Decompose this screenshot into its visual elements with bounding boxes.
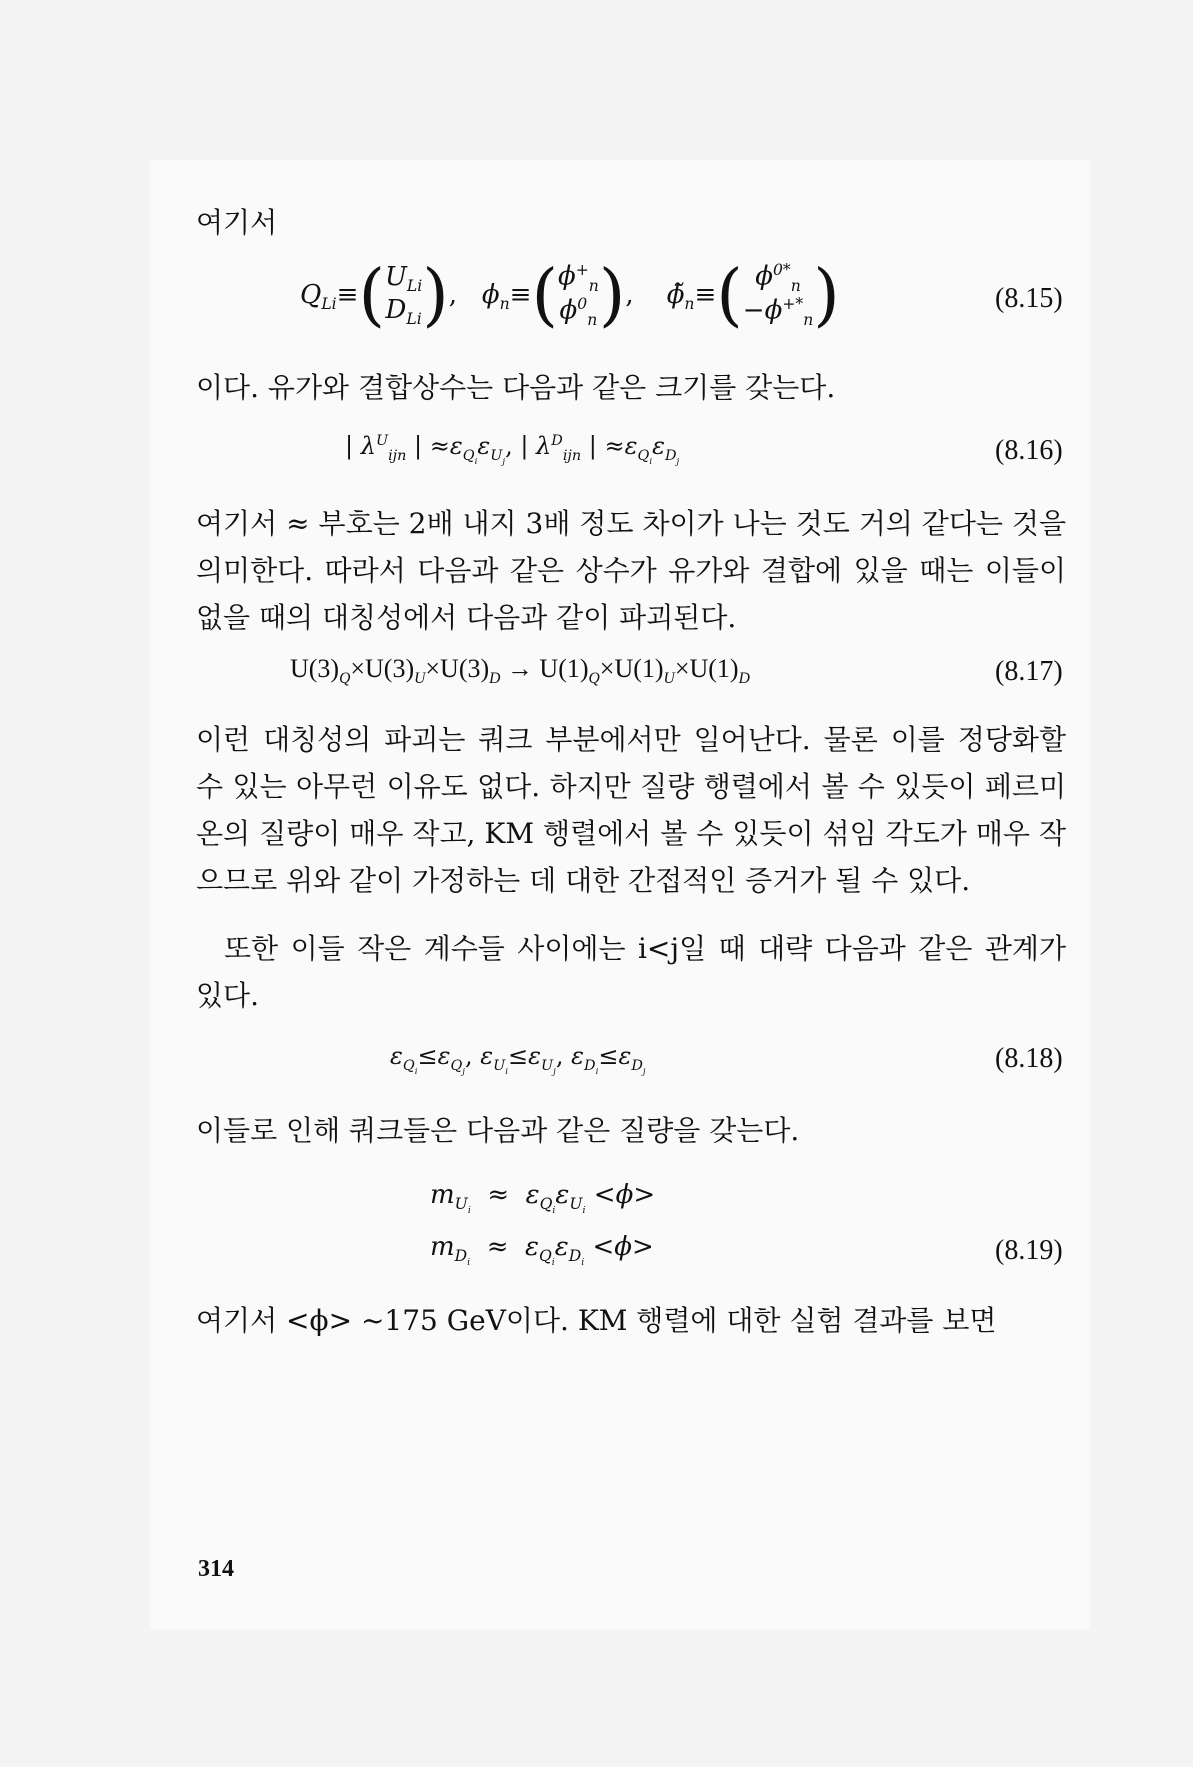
equation-number: (8.19) <box>995 1235 1063 1266</box>
paragraph: 또한 이들 작은 계수들 사이에는 i<j일 때 대략 다음과 같은 관계가 있다. <box>196 932 1066 1012</box>
text-line: 여기서 <box>196 206 278 239</box>
equation-number: (8.18) <box>995 1043 1063 1074</box>
equation-8-19-line1: $m_{U_i} \approx \varepsilon_{Q_i}\varepsilon_{U_i} <\phi>$ <box>430 1180 656 1217</box>
equation-8-17: $U(3)_Q\times U(3)_U\times U(3)_D \to U(1)_Q\times U(1)_U\times U(1)_D$ <box>290 654 750 688</box>
paragraph: 이런 대칭성의 파괴는 쿼크 부분에서만 일어난다. 물론 이를 정당화할 수 있는 아무런 이유도 없다. 하지만 질량 행렬에서 볼 수 있듯이 페르미온의 질량이 매우 작고, KM 행렬에서 볼 수 있듯이 섞임 각도가 매우 작으므로 위와 같이 가정하는 데 대한 간접적인 증거가 될 수 있다. <box>196 723 1066 897</box>
text-line: 이들로 인해 쿼크들은 다음과 같은 질량을 갖는다. <box>196 1114 800 1147</box>
paragraph: 여기서 ≈ 부호는 2배 내지 3배 정도 차이가 나는 것도 거의 같다는 것을 의미한다. 따라서 다음과 같은 상수가 유가와 결합에 있을 때는 이들이 없을 때의 대칭성에서 다음과 같이 파괴된다. <box>196 507 1066 634</box>
page-number: 314 <box>198 1556 234 1582</box>
equation-8-19-line2: $m_{D_i} \approx \varepsilon_{Q_i}\varepsilon_{D_i} <\phi>$ <box>430 1232 654 1269</box>
equation-8-18: $\varepsilon_{Q_i}\le\varepsilon_{Q_j}$, $\varepsilon_{U_i}\le\varepsilon_{U_j}$, $\varepsilon_{D_i}\le\varepsilon_{D_j}$ <box>390 1042 646 1077</box>
equation-number: (8.16) <box>995 435 1063 466</box>
text-line: 여기서 <ϕ> ~175 GeV이다. KM 행렬에 대한 실험 결과를 보면 <box>196 1304 997 1337</box>
text-line: 이다. 유가와 결합상수는 다음과 같은 크기를 갖는다. <box>196 371 836 404</box>
equation-8-16: | $\lambda^U_{ijn}$ | $\approx\varepsilon_{Q_i}\varepsilon_{U_j}$, | $\lambda^D_{ijn}$ | $\approx\varepsilon_{Q_i}\varepsilon_{D_j}$ <box>345 432 680 467</box>
equation-number: (8.15) <box>995 283 1063 314</box>
equation-8-15: $Q_{Li}\equiv$( $U_{Li}$ $D_{Li}$ ), $\phi_n\equiv$( $\phi^+_n$ $\phi^0_n$ ), $\phĩ_n\equiv$( $\phi^{0*}_n$ $-\phi^{+*}_n$ ) <box>300 256 840 335</box>
equation-number: (8.17) <box>995 656 1063 687</box>
